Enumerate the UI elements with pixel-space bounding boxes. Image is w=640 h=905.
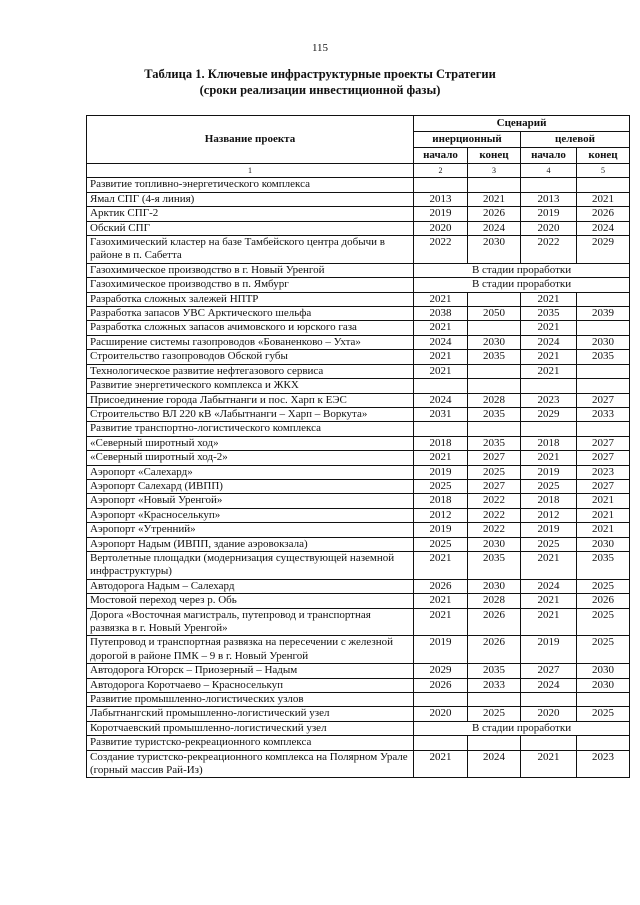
empty-cell bbox=[521, 736, 577, 750]
status-note: В стадии проработки bbox=[414, 263, 630, 277]
project-row bbox=[87, 664, 630, 678]
project-row bbox=[87, 636, 630, 664]
project-name: Разработка сложных запасов ачимовского и юрского газа bbox=[87, 321, 414, 335]
empty-cell bbox=[468, 422, 521, 436]
target-end-year: 2023 bbox=[577, 750, 630, 778]
inertial-end-year bbox=[468, 321, 521, 335]
inertial-start-year: 2022 bbox=[414, 236, 468, 264]
projects-table bbox=[86, 115, 630, 778]
inertial-end-year: 2025 bbox=[468, 465, 521, 479]
inertial-end-year: 2035 bbox=[468, 407, 521, 421]
target-end-year: 2025 bbox=[577, 636, 630, 664]
project-name: Аэропорт «Салехард» bbox=[87, 465, 414, 479]
inertial-end-year: 2028 bbox=[468, 594, 521, 608]
inertial-end-year: 2033 bbox=[468, 678, 521, 692]
target-start-year: 2019 bbox=[521, 207, 577, 221]
inertial-end-year: 2035 bbox=[468, 551, 521, 579]
inertial-end-year: 2027 bbox=[468, 479, 521, 493]
inertial-start-year: 2019 bbox=[414, 523, 468, 537]
project-row bbox=[87, 321, 630, 335]
section-title: Развитие промышленно-логистических узлов bbox=[87, 693, 414, 707]
project-name: Разработка сложных залежей НПТР bbox=[87, 292, 414, 306]
project-name: Газохимический кластер на базе Тамбейского центра добычи в районе в п. Сабетта bbox=[87, 236, 414, 264]
target-end-year: 2021 bbox=[577, 192, 630, 206]
inertial-start-year: 2031 bbox=[414, 407, 468, 421]
section-row bbox=[87, 422, 630, 436]
section-title: Развитие энергетического комплекса и ЖКХ bbox=[87, 379, 414, 393]
section-title: Развитие транспортно-логистического комплекса bbox=[87, 422, 414, 436]
target-end-year bbox=[577, 364, 630, 378]
target-start-year: 2021 bbox=[521, 321, 577, 335]
target-end-year: 2024 bbox=[577, 221, 630, 235]
project-row bbox=[87, 207, 630, 221]
empty-cell bbox=[521, 693, 577, 707]
inertial-end-year: 2026 bbox=[468, 207, 521, 221]
inertial-start-year: 2026 bbox=[414, 678, 468, 692]
project-row bbox=[87, 393, 630, 407]
project-name: Строительство газопроводов Обской губы bbox=[87, 350, 414, 364]
inertial-end-year: 2030 bbox=[468, 579, 521, 593]
empty-cell bbox=[521, 379, 577, 393]
inertial-start-year: 2018 bbox=[414, 436, 468, 450]
target-start-year: 2024 bbox=[521, 579, 577, 593]
target-end-year: 2030 bbox=[577, 678, 630, 692]
empty-cell bbox=[577, 693, 630, 707]
project-row bbox=[87, 523, 630, 537]
target-start-year: 2022 bbox=[521, 236, 577, 264]
target-start-year: 2021 bbox=[521, 292, 577, 306]
page-number: 115 bbox=[311, 42, 329, 54]
project-row bbox=[87, 451, 630, 465]
inertial-end-year: 2030 bbox=[468, 335, 521, 349]
project-name: Обский СПГ bbox=[87, 221, 414, 235]
project-name: Разработка запасов УВС Арктического шельфа bbox=[87, 307, 414, 321]
project-name: Газохимическое производство в п. Ямбург bbox=[87, 278, 414, 292]
target-start-year: 2021 bbox=[521, 364, 577, 378]
target-end-year bbox=[577, 292, 630, 306]
section-title: Развитие топливно-энергетического комплекса bbox=[87, 178, 414, 192]
inertial-end-year: 2021 bbox=[468, 192, 521, 206]
inertial-end-year: 2025 bbox=[468, 707, 521, 721]
column-index: 2 bbox=[414, 164, 468, 178]
inertial-start-year: 2021 bbox=[414, 608, 468, 636]
target-start-year: 2012 bbox=[521, 508, 577, 522]
project-row bbox=[87, 678, 630, 692]
inertial-start-year: 2024 bbox=[414, 393, 468, 407]
project-name: «Северный широтный ход-2» bbox=[87, 451, 414, 465]
inertial-end-year: 2035 bbox=[468, 664, 521, 678]
target-end-year: 2035 bbox=[577, 551, 630, 579]
inertial-start-year: 2012 bbox=[414, 508, 468, 522]
target-start-year: 2024 bbox=[521, 678, 577, 692]
section-row bbox=[87, 178, 630, 192]
empty-cell bbox=[468, 736, 521, 750]
status-note: В стадии проработки bbox=[414, 278, 630, 292]
project-row bbox=[87, 350, 630, 364]
empty-cell bbox=[414, 178, 468, 192]
project-name: Автодорога Коротчаево – Красноселькуп bbox=[87, 678, 414, 692]
project-name: Автодорога Надым – Салехард bbox=[87, 579, 414, 593]
target-end-year: 2025 bbox=[577, 579, 630, 593]
inertial-start-year: 2021 bbox=[414, 350, 468, 364]
project-name: Мостовой переход через р. Обь bbox=[87, 594, 414, 608]
empty-cell bbox=[577, 178, 630, 192]
empty-cell bbox=[414, 693, 468, 707]
inertial-start-year: 2021 bbox=[414, 364, 468, 378]
target-end-year: 2023 bbox=[577, 465, 630, 479]
inertial-start-year: 2025 bbox=[414, 537, 468, 551]
project-name: Ямал СПГ (4-я линия) bbox=[87, 192, 414, 206]
project-row bbox=[87, 307, 630, 321]
inertial-end-year: 2024 bbox=[468, 221, 521, 235]
target-start-year: 2021 bbox=[521, 551, 577, 579]
target-start-year: 2025 bbox=[521, 537, 577, 551]
target-end-year: 2030 bbox=[577, 335, 630, 349]
title-line-1: Таблица 1. Ключевые инфраструктурные проекты Стратегии bbox=[144, 67, 496, 81]
empty-cell bbox=[414, 422, 468, 436]
project-name: Аэропорт «Красноселькуп» bbox=[87, 508, 414, 522]
empty-cell bbox=[414, 379, 468, 393]
empty-cell bbox=[468, 693, 521, 707]
inertial-start-year: 2021 bbox=[414, 594, 468, 608]
project-name: Строительство ВЛ 220 кВ «Лабытнанги – Харп – Воркута» bbox=[87, 407, 414, 421]
project-row bbox=[87, 407, 630, 421]
column-index: 3 bbox=[468, 164, 521, 178]
empty-cell bbox=[577, 736, 630, 750]
project-row bbox=[87, 579, 630, 593]
target-end-year: 2030 bbox=[577, 664, 630, 678]
inertial-start-year: 2019 bbox=[414, 207, 468, 221]
target-start-year: 2019 bbox=[521, 636, 577, 664]
inertial-end-year: 2027 bbox=[468, 451, 521, 465]
header-scenario: Сценарий bbox=[414, 116, 630, 132]
project-row bbox=[87, 292, 630, 306]
target-start-year: 2023 bbox=[521, 393, 577, 407]
inertial-start-year: 2019 bbox=[414, 636, 468, 664]
target-start-year: 2020 bbox=[521, 221, 577, 235]
empty-cell bbox=[577, 379, 630, 393]
project-row bbox=[87, 236, 630, 264]
target-end-year: 2033 bbox=[577, 407, 630, 421]
target-start-year: 2027 bbox=[521, 664, 577, 678]
target-end-year: 2039 bbox=[577, 307, 630, 321]
target-start-year: 2019 bbox=[521, 465, 577, 479]
section-row bbox=[87, 379, 630, 393]
target-end-year: 2027 bbox=[577, 393, 630, 407]
target-end-year: 2027 bbox=[577, 479, 630, 493]
empty-cell bbox=[468, 379, 521, 393]
project-row bbox=[87, 608, 630, 636]
project-row bbox=[87, 364, 630, 378]
target-end-year: 2035 bbox=[577, 350, 630, 364]
target-start-year: 2018 bbox=[521, 494, 577, 508]
inertial-end-year: 2022 bbox=[468, 508, 521, 522]
project-row bbox=[87, 508, 630, 522]
inertial-start-year: 2021 bbox=[414, 292, 468, 306]
project-name: Путепровод и транспортная развязка на пересечении с железной дорогой в районе ПМК – 9 в г. Новый Уренгой bbox=[87, 636, 414, 664]
inertial-start-year: 2018 bbox=[414, 494, 468, 508]
target-end-year: 2026 bbox=[577, 594, 630, 608]
inertial-start-year: 2019 bbox=[414, 465, 468, 479]
header-inertial: инерционный bbox=[414, 132, 521, 148]
inertial-start-year: 2013 bbox=[414, 192, 468, 206]
project-name: Аэропорт Салехард (ИВПП) bbox=[87, 479, 414, 493]
column-index-row bbox=[87, 164, 630, 178]
project-name: Коротчаевский промышленно-логистический узел bbox=[87, 721, 414, 735]
header-project-name: Название проекта bbox=[87, 116, 414, 164]
target-start-year: 2035 bbox=[521, 307, 577, 321]
inertial-end-year bbox=[468, 364, 521, 378]
section-title: Развитие туристско-рекреационного комплекса bbox=[87, 736, 414, 750]
inertial-end-year: 2030 bbox=[468, 537, 521, 551]
inertial-end-year: 2024 bbox=[468, 750, 521, 778]
column-index: 4 bbox=[521, 164, 577, 178]
inertial-end-year: 2050 bbox=[468, 307, 521, 321]
project-row bbox=[87, 707, 630, 721]
project-name: Технологическое развитие нефтегазового сервиса bbox=[87, 364, 414, 378]
inertial-end-year: 2022 bbox=[468, 494, 521, 508]
status-note: В стадии проработки bbox=[414, 721, 630, 735]
project-name: Создание туристско-рекреационного комплекса на Полярном Урале (горный массив Рай-Из) bbox=[87, 750, 414, 778]
target-start-year: 2029 bbox=[521, 407, 577, 421]
target-end-year: 2026 bbox=[577, 207, 630, 221]
inertial-start-year: 2021 bbox=[414, 451, 468, 465]
project-row bbox=[87, 278, 630, 292]
target-end-year: 2027 bbox=[577, 451, 630, 465]
target-start-year: 2021 bbox=[521, 451, 577, 465]
inertial-end-year: 2030 bbox=[468, 236, 521, 264]
target-start-year: 2021 bbox=[521, 594, 577, 608]
project-row bbox=[87, 721, 630, 735]
target-start-year: 2021 bbox=[521, 750, 577, 778]
inertial-start-year: 2021 bbox=[414, 551, 468, 579]
inertial-start-year: 2021 bbox=[414, 321, 468, 335]
target-start-year: 2021 bbox=[521, 350, 577, 364]
project-name: Аэропорт Надым (ИВПП, здание аэровокзала) bbox=[87, 537, 414, 551]
project-name: Аэропорт «Новый Уренгой» bbox=[87, 494, 414, 508]
target-end-year: 2030 bbox=[577, 537, 630, 551]
table-title bbox=[0, 66, 640, 98]
project-row bbox=[87, 479, 630, 493]
empty-cell bbox=[577, 422, 630, 436]
target-end-year: 2021 bbox=[577, 523, 630, 537]
target-end-year: 2021 bbox=[577, 494, 630, 508]
column-index: 1 bbox=[87, 164, 414, 178]
project-row bbox=[87, 465, 630, 479]
section-row bbox=[87, 693, 630, 707]
target-end-year: 2027 bbox=[577, 436, 630, 450]
inertial-start-year: 2024 bbox=[414, 335, 468, 349]
inertial-start-year: 2020 bbox=[414, 707, 468, 721]
inertial-end-year: 2028 bbox=[468, 393, 521, 407]
target-start-year: 2024 bbox=[521, 335, 577, 349]
project-row bbox=[87, 221, 630, 235]
target-end-year: 2025 bbox=[577, 608, 630, 636]
section-row bbox=[87, 736, 630, 750]
project-name: Присоединение города Лабытнанги и пос. Харп к ЕЭС bbox=[87, 393, 414, 407]
project-row bbox=[87, 494, 630, 508]
target-start-year: 2021 bbox=[521, 608, 577, 636]
empty-cell bbox=[521, 422, 577, 436]
target-start-year: 2018 bbox=[521, 436, 577, 450]
project-name: Автодорога Югорск – Приозерный – Надым bbox=[87, 664, 414, 678]
target-end-year: 2021 bbox=[577, 508, 630, 522]
project-row bbox=[87, 335, 630, 349]
target-start-year: 2019 bbox=[521, 523, 577, 537]
project-name: «Северный широтный ход» bbox=[87, 436, 414, 450]
header-inertial-start: начало bbox=[414, 148, 468, 164]
target-end-year: 2029 bbox=[577, 236, 630, 264]
project-name: Лабытнангский промышленно-логистический узел bbox=[87, 707, 414, 721]
inertial-end-year: 2026 bbox=[468, 636, 521, 664]
title-line-2: (сроки реализации инвестиционной фазы) bbox=[199, 83, 441, 97]
inertial-start-year: 2026 bbox=[414, 579, 468, 593]
inertial-end-year: 2022 bbox=[468, 523, 521, 537]
column-index: 5 bbox=[577, 164, 630, 178]
header-target-end: конец bbox=[577, 148, 630, 164]
inertial-end-year: 2035 bbox=[468, 350, 521, 364]
inertial-start-year: 2025 bbox=[414, 479, 468, 493]
project-row bbox=[87, 537, 630, 551]
inertial-start-year: 2021 bbox=[414, 750, 468, 778]
table-body bbox=[87, 178, 630, 778]
project-row bbox=[87, 436, 630, 450]
project-row bbox=[87, 551, 630, 579]
empty-cell bbox=[521, 178, 577, 192]
project-name: Вертолетные площадки (модернизация существующей наземной инфраструктуры) bbox=[87, 551, 414, 579]
inertial-end-year: 2026 bbox=[468, 608, 521, 636]
empty-cell bbox=[414, 736, 468, 750]
project-row bbox=[87, 594, 630, 608]
target-end-year: 2025 bbox=[577, 707, 630, 721]
header-target: целевой bbox=[521, 132, 630, 148]
inertial-end-year bbox=[468, 292, 521, 306]
project-row bbox=[87, 750, 630, 778]
project-name: Арктик СПГ-2 bbox=[87, 207, 414, 221]
project-name: Дорога «Восточная магистраль, путепровод и транспортная развязка в г. Новый Уренгой» bbox=[87, 608, 414, 636]
target-end-year bbox=[577, 321, 630, 335]
empty-cell bbox=[468, 178, 521, 192]
target-start-year: 2025 bbox=[521, 479, 577, 493]
project-row bbox=[87, 192, 630, 206]
inertial-start-year: 2020 bbox=[414, 221, 468, 235]
project-name: Газохимическое производство в г. Новый Уренгой bbox=[87, 263, 414, 277]
inertial-end-year: 2035 bbox=[468, 436, 521, 450]
project-name: Расширение системы газопроводов «Бованенково – Ухта» bbox=[87, 335, 414, 349]
header-inertial-end: конец bbox=[468, 148, 521, 164]
target-start-year: 2013 bbox=[521, 192, 577, 206]
inertial-start-year: 2038 bbox=[414, 307, 468, 321]
project-name: Аэропорт «Утренний» bbox=[87, 523, 414, 537]
inertial-start-year: 2029 bbox=[414, 664, 468, 678]
header-target-start: начало bbox=[521, 148, 577, 164]
project-row bbox=[87, 263, 630, 277]
target-start-year: 2020 bbox=[521, 707, 577, 721]
